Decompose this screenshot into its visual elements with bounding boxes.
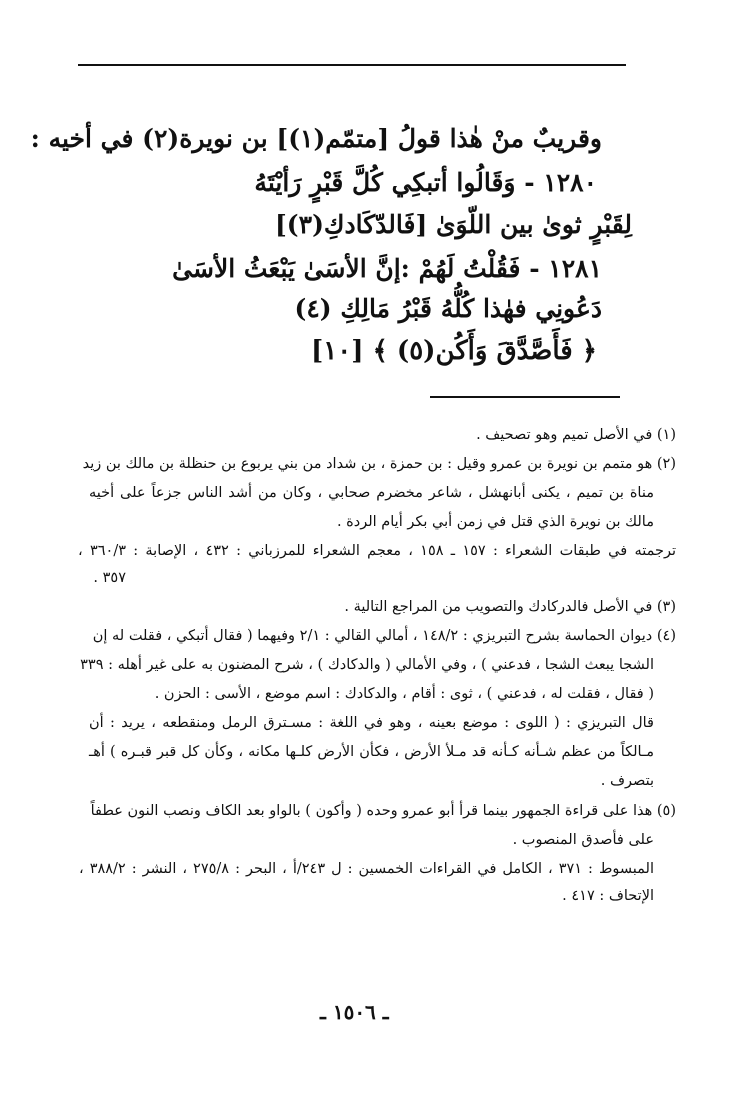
footnote-4-line-3: ( فقال ، فقلت له ، فدعني ) ، ثوى : أقام ، والدكادك : اسم موضع ، الأسى : الحزن . — [154, 686, 654, 702]
top-rule — [78, 64, 626, 66]
footnote-3: (٣) في الأصل فالدركادك والتصويب من المراجع التالية . — [344, 599, 676, 615]
verse-1281-first-hemistich: ١٢٨١ - فَقُلْتُ لَهُمْ :إنَّ الأسَىٰ يَبْعَثُ الأسَىٰ — [172, 254, 602, 283]
footnote-5-line-1: (٥) هذا على قراءة الجمهور بينما قرأ أبو عمرو وحده ( وأكون ) بالواو بعد الكاف ونصب النون عطفاً — [90, 803, 676, 819]
footnote-2-line-4: ترجمته في طبقات الشعراء : ١٥٧ ـ ١٥٨ ، معجم الشعراء للمرزباني : ٤٣٢ ، الإصابة : ٣٦٠/٣ ، — [78, 543, 676, 559]
footnote-4-line-5: مـالكاً من عظم شـأنه كـأنه قد مـلأ الأرض ، فكأن الأرض كلـها مكانه ، وكأن كل قبر قبـره ) أهـ — [89, 744, 654, 760]
footnote-4-line-2: الشجا يبعث الشجا ، فدعني ) ، وفي الأمالي ( والدكادك ) ، شرح المضنون به على غير أهله : ٣٣٩ — [80, 657, 654, 673]
footnote-2-line-1: (٢) هو متمم بن نويرة بن عمرو وقيل : بن حمزة ، بن شداد من بني يربوع بن حنظلة بن مالك بن زيد — [82, 456, 676, 472]
verse-1280-first-hemistich: ١٢٨٠ - وَقَالُوا أتبكِي كُلَّ قَبْرٍ رَأيْتَهُ — [254, 168, 597, 197]
intro-line: وقريبٌ منْ هٰذا قولُ [متمّم(١)] بن نويرة(٢) في أخيه : — [30, 124, 602, 153]
footnote-4-line-1: (٤) ديوان الحماسة بشرح التبريزي : ١٤٨/٢ ، أمالي القالي : ٢/١ وفيهما ( فقال أتبكي ، فقلت له إن — [92, 628, 676, 644]
footnote-1: (١) في الأصل تميم وهو تصحيف . — [476, 427, 676, 443]
footnote-5-line-4: الإتحاف : ٤١٧ . — [562, 888, 654, 904]
footnote-separator — [430, 396, 620, 398]
page-number: ـ ١٥٠٦ ـ — [320, 1000, 389, 1024]
footnote-5-line-3: المبسوط : ٣٧١ ، الكامل في القراءات الخمسين : ل ٢٤٣/أ ، البحر : ٢٧٥/٨ ، النشر : ٣٨٨/٢ ، — [79, 861, 654, 877]
quran-quote: ﴿ فَأَصَّدَّقَ وَأَكُن(٥) ﴾ [١٠] — [310, 336, 597, 366]
footnote-4-line-6: بتصرف . — [600, 773, 654, 789]
footnote-2-line-5: ٣٥٧ . — [93, 570, 126, 586]
verse-1281-second-hemistich: دَعُونِي فهٰذا كُلُّهُ قَبْرُ مَالِكِ (٤) — [294, 294, 602, 323]
footnote-2-line-3: مالك بن نويرة الذي قتل في زمن أبي بكر أيام الردة . — [336, 514, 654, 530]
footnote-4-line-4: قال التبريزي : ( اللوى : موضع بعينه ، وهو في اللغة : مسـترق الرمل ومنقطعه ، يريد : أن — [89, 715, 654, 731]
footnote-2-line-2: مناة بن تميم ، يكنى أبانهشل ، شاعر مخضرم صحابي ، وكان من أشد الناس جزعاً على أخيه — [89, 485, 654, 501]
footnote-5-line-2: على فأصدق المنصوب . — [512, 832, 654, 848]
verse-1280-second-hemistich: لِقَبْرٍ ثوىٰ بين اللّوَىٰ [فَالدّكَادكِ(٣)] — [274, 210, 632, 239]
